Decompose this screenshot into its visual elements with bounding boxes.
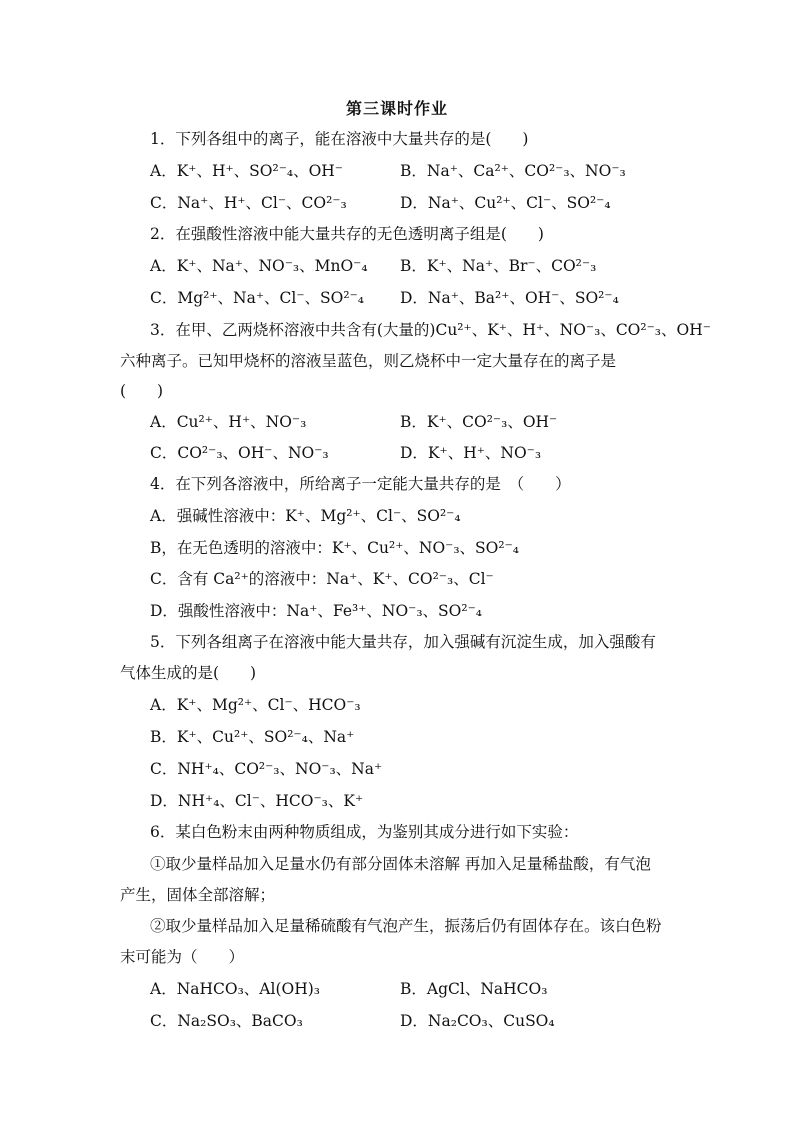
answer-option: A．K⁺、Na⁺、NO⁻₃、MnO⁻₄ — [150, 257, 368, 275]
question-text: 末可能为（ ） — [120, 948, 245, 966]
question-text: 气体生成的是( ) — [120, 664, 257, 682]
question-text: ①取少量样品加入足量水仍有部分固体未溶解 再加入足量稀盐酸，有气泡 — [150, 855, 651, 873]
question-text: 六种离子。已知甲烧杯的溶液呈蓝色，则乙烧杯中一定大量存在的离子是 — [120, 352, 617, 370]
answer-option: C．CO²⁻₃、OH⁻、NO⁻₃ — [150, 444, 329, 462]
page-title: 第三课时作业 — [345, 99, 448, 118]
question-text: ②取少量样品加入足量稀硫酸有气泡产生，振荡后仍有固体存在。该白色粉 — [150, 917, 662, 935]
answer-option: A．K⁺、Mg²⁺、Cl⁻、HCO⁻₃ — [150, 696, 361, 714]
answer-option: C．Na₂SO₃、BaCO₃ — [150, 1012, 303, 1030]
question-text: 6．某白色粉末由两种物质组成，为鉴别其成分进行如下实验： — [150, 823, 579, 841]
answer-option: C．Mg²⁺、Na⁺、Cl⁻、SO²⁻₄ — [150, 289, 364, 307]
question-text: 3．在甲、乙两烧杯溶液中共含有(大量的)Cu²⁺、K⁺、H⁺、NO⁻₃、CO²⁻₃、OH⁻ — [150, 321, 711, 339]
question-text: 1．下列各组中的离子，能在溶液中大量共存的是( ) — [150, 130, 529, 148]
answer-option: D．Na⁺、Cu²⁺、Cl⁻、SO²⁻₄ — [400, 194, 611, 212]
question-text: 4．在下列各溶液中，所给离子一定能大量共存的是 （ ） — [150, 475, 571, 493]
answer-option: B．K⁺、Na⁺、Br⁻、CO²⁻₃ — [400, 257, 597, 275]
answer-option: B．K⁺、CO²⁻₃、OH⁻ — [400, 413, 558, 431]
answer-option: C．Na⁺、H⁺、Cl⁻、CO²⁻₃ — [150, 194, 347, 212]
answer-option: D．K⁺、H⁺、NO⁻₃ — [400, 444, 542, 462]
answer-option: B．Na⁺、Ca²⁺、CO²⁻₃、NO⁻₃ — [400, 162, 626, 180]
answer-option: B，在无色透明的溶液中：K⁺、Cu²⁺、NO⁻₃、SO²⁻₄ — [150, 539, 519, 557]
question-text: 产生，固体全部溶解； — [120, 886, 276, 904]
question-text: ( ) — [120, 382, 164, 400]
answer-option: D．Na⁺、Ba²⁺、OH⁻、SO²⁻₄ — [400, 289, 619, 307]
question-text: 5．下列各组离子在溶液中能大量共存，加入强碱有沉淀生成，加入强酸有 — [150, 633, 656, 651]
answer-option: A．NaHCO₃、Al(OH)₃ — [150, 980, 320, 998]
answer-option: B．K⁺、Cu²⁺、SO²⁻₄、Na⁺ — [150, 728, 355, 746]
answer-option: A．强碱性溶液中：K⁺、Mg²⁺、Cl⁻、SO²⁻₄ — [150, 507, 461, 525]
answer-option: D．强酸性溶液中：Na⁺、Fe³⁺、NO⁻₃、SO²⁻₄ — [150, 602, 482, 620]
answer-option: D．NH⁺₄、Cl⁻、HCO⁻₃、K⁺ — [150, 792, 364, 810]
answer-option: C．含有 Ca²⁺的溶液中：Na⁺、K⁺、CO²⁻₃、Cl⁻ — [150, 570, 494, 588]
answer-option: B．AgCl、NaHCO₃ — [400, 980, 548, 998]
question-text: 2．在强酸性溶液中能大量共存的无色透明离子组是( ) — [150, 225, 544, 243]
answer-option: A．Cu²⁺、H⁺、NO⁻₃ — [150, 413, 307, 431]
answer-option: C．NH⁺₄、CO²⁻₃、NO⁻₃、Na⁺ — [150, 760, 383, 778]
answer-option: D．Na₂CO₃、CuSO₄ — [400, 1012, 555, 1030]
answer-option: A．K⁺、H⁺、SO²⁻₄、OH⁻ — [150, 162, 343, 180]
